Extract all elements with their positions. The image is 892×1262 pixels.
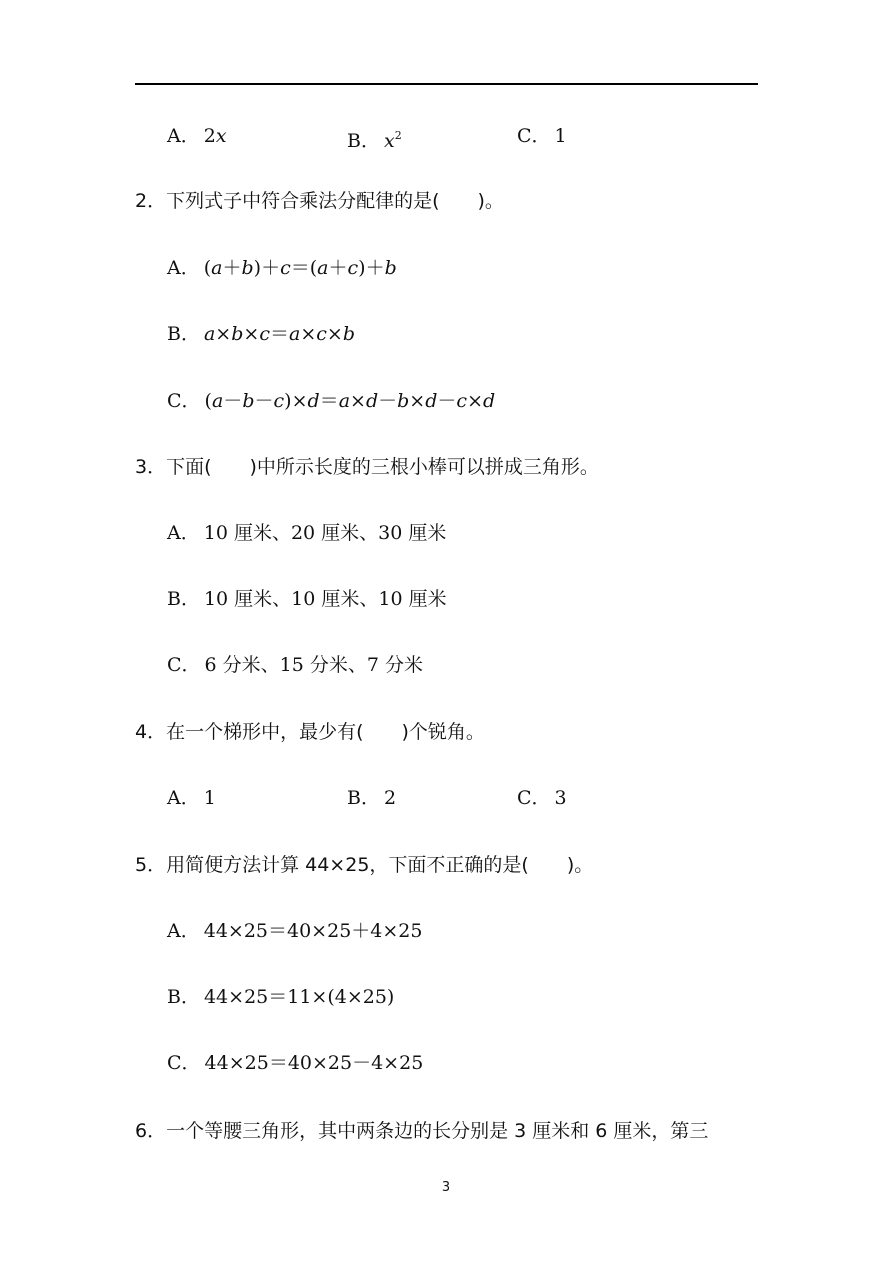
option-text: 44×25＝40×25＋4×25 [203,920,423,942]
option-text: 2x [203,125,227,147]
option-text: 10 厘米、20 厘米、30 厘米 [203,522,447,544]
question-number: 6． [135,1120,167,1142]
question-6 [135,1118,708,1144]
q3-option-b [167,586,447,612]
question-3 [135,454,599,480]
option-letter: A． [167,920,200,942]
page-number: 3 [441,1180,451,1195]
q2-option-a [167,255,397,281]
option-text: 44×25＝40×25－4×25 [204,1052,424,1074]
option-letter: B． [347,130,380,152]
q4-option-c [517,785,567,811]
option-text: (a＋b)＋c＝(a＋c)＋b [203,257,397,279]
q3-option-c [167,652,423,678]
q2-option-c [167,388,495,414]
q5-option-b [167,984,394,1010]
option-text: 3 [554,787,567,809]
q5-option-a [167,918,422,944]
option-letter: C． [167,390,201,412]
q4-option-a [167,785,216,811]
q5-option-c [167,1050,423,1076]
option-letter: C． [167,654,201,676]
option-letter: A． [167,522,200,544]
option-letter: A． [167,257,200,279]
question-number: 3． [135,456,167,478]
option-letter: C． [167,1052,201,1074]
option-letter: C． [517,787,551,809]
option-letter: A． [167,787,200,809]
option-letter: B． [167,323,200,345]
option-letter: A． [167,125,200,147]
question-number: 2． [135,190,167,212]
option-letter: B． [167,588,200,610]
question-text: 下列式子中符合乘法分配律的是( )。 [166,190,504,212]
q1-option-c [517,123,567,149]
question-4 [135,719,485,745]
option-text: 1 [203,787,216,809]
question-number: 5． [135,854,167,876]
question-number: 4． [135,721,167,743]
option-text: 6 分米、15 分米、7 分米 [204,654,424,676]
header-rule [135,83,758,85]
option-text: 10 厘米、10 厘米、10 厘米 [203,588,447,610]
option-text: 1 [554,125,567,147]
q1-option-a [167,123,227,149]
option-text: 44×25＝11×(4×25) [203,986,395,1008]
question-2 [135,188,504,214]
option-text: $x^2$ [383,129,402,152]
option-letter: B． [167,986,200,1008]
question-text: 一个等腰三角形，其中两条边的长分别是 3 厘米和 6 厘米，第三 [166,1120,709,1142]
option-text: 2 [383,787,397,809]
option-letter: C． [517,125,551,147]
q1-option-b [347,123,402,154]
q3-option-a [167,520,446,546]
q2-option-b [167,321,355,347]
option-text: (a－b－c)×d＝a×d－b×d－c×d [204,390,496,412]
question-text: 下面( )中所示长度的三根小棒可以拼成三角形。 [166,456,599,478]
option-text: a×b×c＝a×c×b [203,323,355,345]
question-text: 在一个梯形中，最少有( )个锐角。 [166,721,485,743]
option-letter: B． [347,787,380,809]
question-5 [135,852,593,878]
question-text: 用简便方法计算 44×25，下面不正确的是( )。 [166,854,594,876]
q4-option-b [347,785,396,811]
